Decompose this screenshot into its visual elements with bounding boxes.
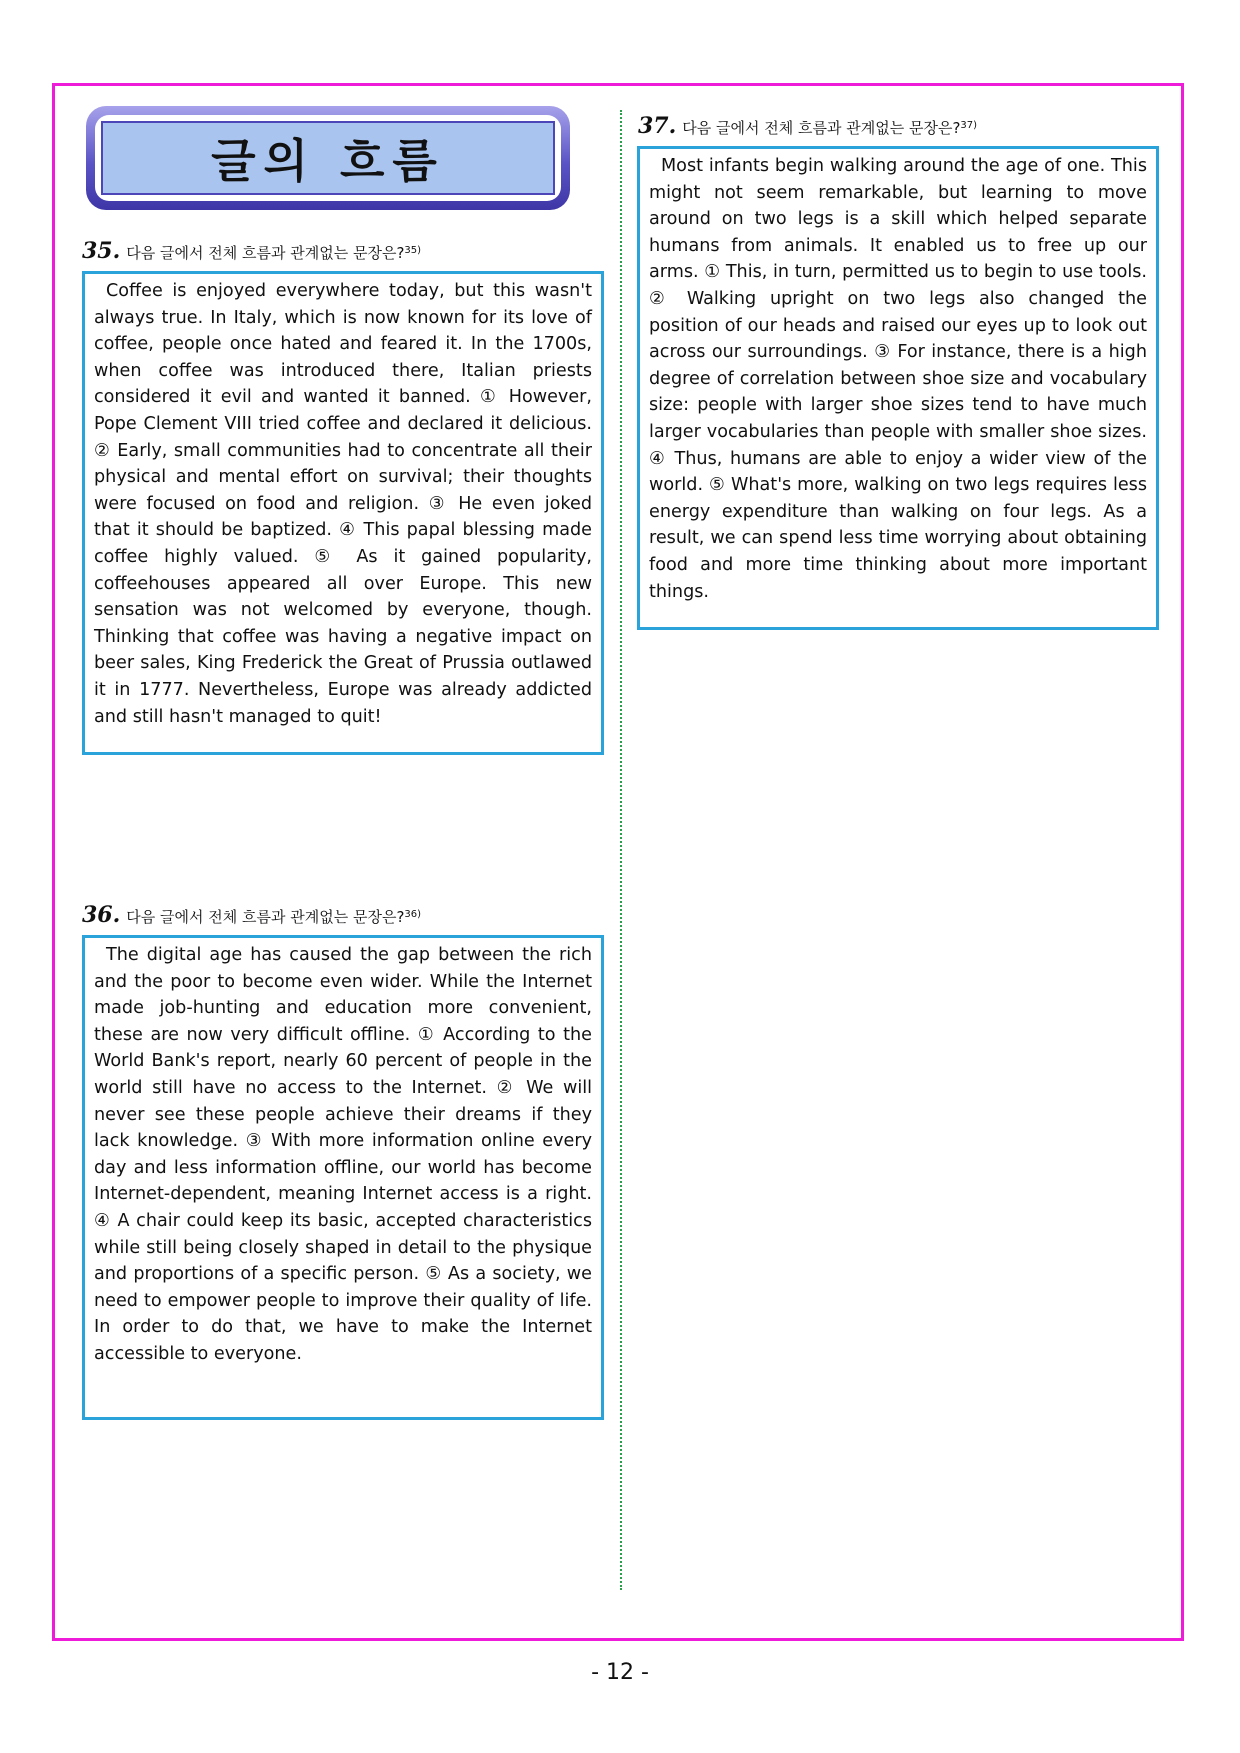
passage-text: Coffee is enjoyed everywhere today, but this wasn't always true. In Italy, which is now known for its love of coffee, people once hated and feared it. In the 1700s, when coffee was introduced there, Italian priests considered it evil and wanted it banned. ① However, Pope Clement VIII tried coffee and declared it delicious. ② Early, small communities had to concentrate all their physical and mental effort on survival; their thoughts were focused on food and religion. ③ He even joked that it should be baptized. ④ This papal blessing made coffee highly valued. ⑤ As it gained popularity, coffeehouses appeared all over Europe. This new sensation was not welcomed by everyone, though. Thinking that coffee was having a negative impact on beer sales, King Frederick the Great of Prussia outlawed it in 1777. Nevertheless, Europe was already addicted and still hasn't managed to quit!	[94, 281, 592, 727]
passage-text: The digital age has caused the gap between the rich and the poor to become even wider. While the Internet made job-hunting and education more convenient, these are now very difficult offline. ① According to the World Bank's report, nearly 60 percent of people in the world still have no access to the Internet. ② We will never see these people achieve their dreams if they lack knowledge. ③ With more information online every day and less information offline, our world has become Internet-dependent, meaning Internet access is a right. ④ A chair could keep its basic, accepted characteristics while still being closely shaped in detail to the physique and proportions of a specific person. ⑤ As a society, we need to empower people to improve their quality of life. In order to do that, we have to make the Internet accessible to everyone.	[94, 945, 592, 1364]
question-number: 37.	[638, 113, 677, 139]
question-37-heading	[638, 113, 977, 139]
page-number: - 12 -	[591, 1660, 649, 1685]
question-35-passage	[82, 271, 604, 755]
question-36-heading	[82, 902, 421, 928]
question-35-heading	[82, 238, 421, 264]
question-prompt: 다음 글에서 전체 흐름과 관계없는 문장은?	[126, 244, 405, 262]
footnote-marker: 36)	[404, 909, 422, 920]
section-title: 글의 흐름	[211, 134, 445, 188]
question-36-passage	[82, 935, 604, 1420]
passage-text: Most infants begin walking around the age of one. This might not seem remarkable, but learning to move around on two legs is a skill which helped separate humans from animals. It enabled us to free up our arms. ① This, in turn, permitted us to begin to use tools. ② Walking upright on two legs also changed the position of our heads and raised our eyes up to look out across our surroundings. ③ For instance, there is a high degree of correlation between shoe size and vocabulary size: people with larger shoe sizes tend to have much larger vocabularies than people with smaller shoe sizes. ④ Thus, humans are able to enjoy a wider view of the world. ⑤ What's more, walking on two legs requires less energy expenditure than walking on four legs. As a result, we can spend less time worrying about obtaining food and more time thinking about more important things.	[649, 156, 1147, 602]
question-number: 36.	[82, 902, 121, 928]
section-title-banner	[86, 106, 570, 210]
footnote-marker: 35)	[404, 245, 422, 256]
footnote-marker: 37)	[960, 120, 978, 131]
question-number: 35.	[82, 238, 121, 264]
question-37-passage	[637, 146, 1159, 630]
question-prompt: 다음 글에서 전체 흐름과 관계없는 문장은?	[682, 119, 961, 137]
column-divider	[620, 110, 622, 1590]
question-prompt: 다음 글에서 전체 흐름과 관계없는 문장은?	[126, 908, 405, 926]
